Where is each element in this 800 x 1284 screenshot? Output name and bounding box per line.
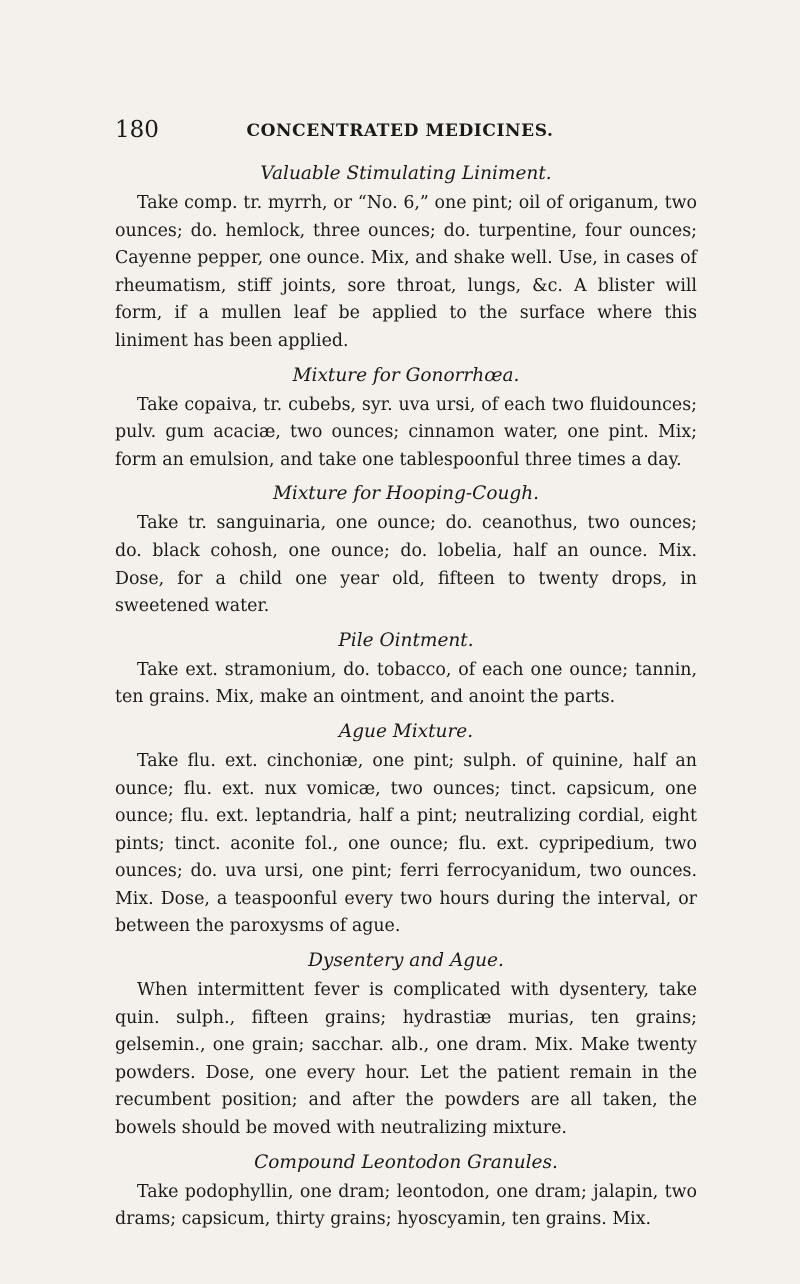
recipe-heading-dysentery-ague: Dysentery and Ague. <box>308 950 504 972</box>
recipe-heading-leontodon-granules: Compound Leontodon Granules. <box>254 1151 558 1173</box>
recipe-heading-pile-ointment: Pile Ointment. <box>338 629 474 651</box>
page-number: 180 <box>115 117 159 143</box>
recipe-text-ague-mixture: Take flu. ext. cinchoniæ, one pint; sulph. of quinine, half an ounce; flu. ext. nux vomicæ, two ounces; tinct. capsicum, one ounce; flu. ext. leptandria, half a pint; neutralizing cordial, eight pints; tinct. aconite fol., one ounce; flu. ext. cypripedium, two ounces; do. uva ursi, one pint; ferri ferrocyanidum, two ounces. Mix. Dose, a teaspoonful every two hours during the interval, or between the paroxysms of ague. <box>115 750 697 937</box>
page-header <box>0 118 800 142</box>
recipe-text-gonorrhoea: Take copaiva, tr. cubebs, syr. uva ursi, of each two fluidounces; pulv. gum acaciæ, two ounces; cinnamon water, one pint. Mix; form an emulsion, and take one tablespoonful three times a day. <box>115 394 697 470</box>
running-head: CONCENTRATED MEDICINES. <box>246 121 554 141</box>
recipe-heading-ague-mixture: Ague Mixture. <box>338 720 474 742</box>
recipe-text-hooping-cough: Take tr. sanguinaria, one ounce; do. ceanothus, two ounces; do. black cohosh, one ounce; do. lobelia, half an ounce. Mix. Dose, for a child one year old, fifteen to twenty drops, in sweetened water. <box>115 513 697 617</box>
recipe-heading-liniment: Valuable Stimulating Liniment. <box>260 163 552 184</box>
page-body <box>115 160 697 1234</box>
recipe-text-dysentery-ague: When intermittent fever is complicated with dysentery, take quin. sulph., fifteen grains; hydrastiæ murias, ten grains; gelsemin., one grain; sacchar. alb., one dram. Mix. Make twenty powders. Dose, one every hour. Let the patient remain in the recumbent position; and after the powders are all taken, the bowels should be moved with neutralizing mixture. <box>115 980 697 1139</box>
recipe-heading-hooping-cough: Mixture for Hooping-Cough. <box>272 483 540 505</box>
recipe-text-pile-ointment: Take ext. stramonium, do. tobacco, of each one ounce; tannin, ten grains. Mix, make an ointment, and anoint the parts. <box>115 659 697 708</box>
recipe-heading-gonorrhoea: Mixture for Gonorrhœa. <box>292 364 520 386</box>
recipe-text-leontodon-granules: Take podophyllin, one dram; leontodon, one dram; jalapin, two drams; capsicum, thirty grains; hyoscyamin, ten grains. Mix. <box>115 1181 697 1230</box>
recipe-text-liniment: Take comp. tr. myrrh, or “No. 6,” one pint; oil of origanum, two ounces; do. hemlock, three ounces; do. turpentine, four ounces; Cayenne pepper, one ounce. Mix, and shake well. Use, in cases of rheumatism, stiff joints, sore throat, lungs, &c. A blister will form, if a mullen leaf be applied to the surface where this liniment has been applied. <box>115 193 697 351</box>
